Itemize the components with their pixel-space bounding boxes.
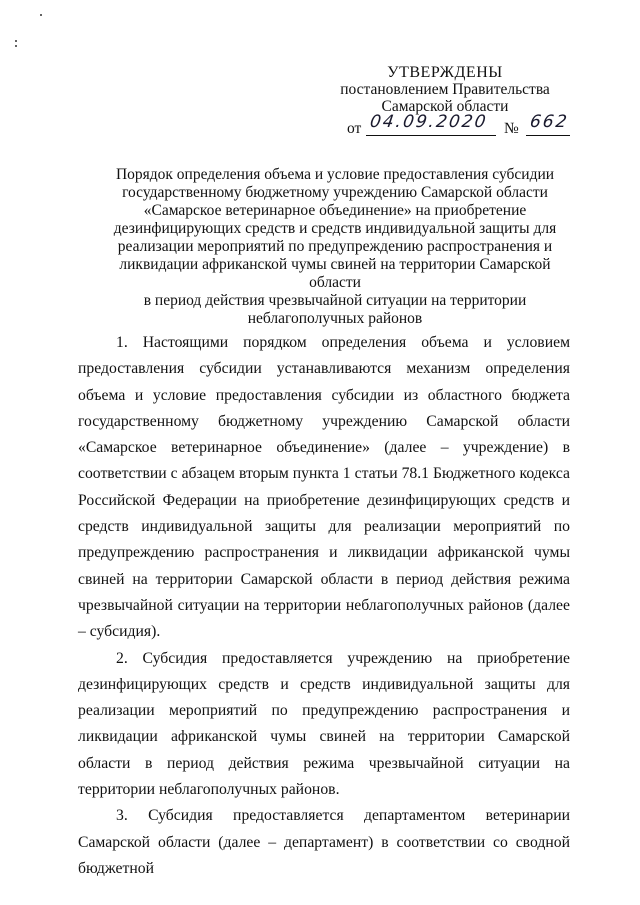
date-field [366,112,496,136]
title-line: дезинфицирующих средств и средств индивидуальной защиты для [113,220,557,237]
paragraph-3: 3. Субсидия предоставляется департаментом ветеринарии Самарской области (далее – департамент) в соответствии со сводной бюджетной [78,807,570,877]
title-line: «Самарское ветеринарное объединение» на приобретение [143,202,527,219]
paragraph-1: 1. Настоящими порядком определения объема и условием предоставления субсидии устанавливаются механизм определения объема и условие предоставления субсидии из областного бюджета государственному бюджетному учреждению Самарской области «Самарское ветеринарное объединение» (далее – учреждение) в соответствии с абзацем вторым пункта 1 статьи 78.1 Бюджетного кодекса Российской Федерации на приобретение дезинфицирующих средств и средств индивидуальной защиты для реализации мероприятий по предупреждению распространения и ликвидации африканской чумы свиней на территории Самарской области в период действия режима чрезвычайной ситуации на территории неблагополучных районов (далее – субсидия). [78,334,570,641]
scan-speck [15,45,17,47]
approval-line: Самарской области [381,98,509,115]
document-title [100,166,570,328]
handwritten-date: 04.09.2020 [368,112,489,132]
date-prefix: от [347,120,362,137]
document-body [78,330,570,882]
scan-speck [40,14,42,16]
approval-line: постановлением Правительства [340,81,550,98]
title-line: реализации мероприятий по предупреждению распространения и [117,238,553,255]
title-line: государственному бюджетному учреждению Самарской области [122,184,548,201]
approval-dateline [300,112,590,139]
number-field [526,112,570,136]
title-line: Порядок определения объема и условие предоставления субсидии [115,166,555,183]
title-line: в период действия чрезвычайной ситуации на территории [143,292,527,309]
paragraph-2: 2. Субсидия предоставляется учреждению на приобретение дезинфицирующих средств и средств индивидуальной защиты для реализации мероприятий по предупреждению распространения и ликвидации африканской чумы свиней на территории Самарской области в период действия режима чрезвычайной ситуации на территории неблагополучных районов. [78,649,570,799]
title-line: ликвидации африканской чумы свиней на территории Самарской области [119,256,551,291]
number-sign: № [504,120,519,137]
approval-stamp [300,64,590,139]
handwritten-number: 662 [528,112,570,132]
approval-heading: УТВЕРЖДЕНЫ [387,64,503,81]
scan-speck [15,40,17,42]
title-line: неблагополучных районов [247,310,423,327]
